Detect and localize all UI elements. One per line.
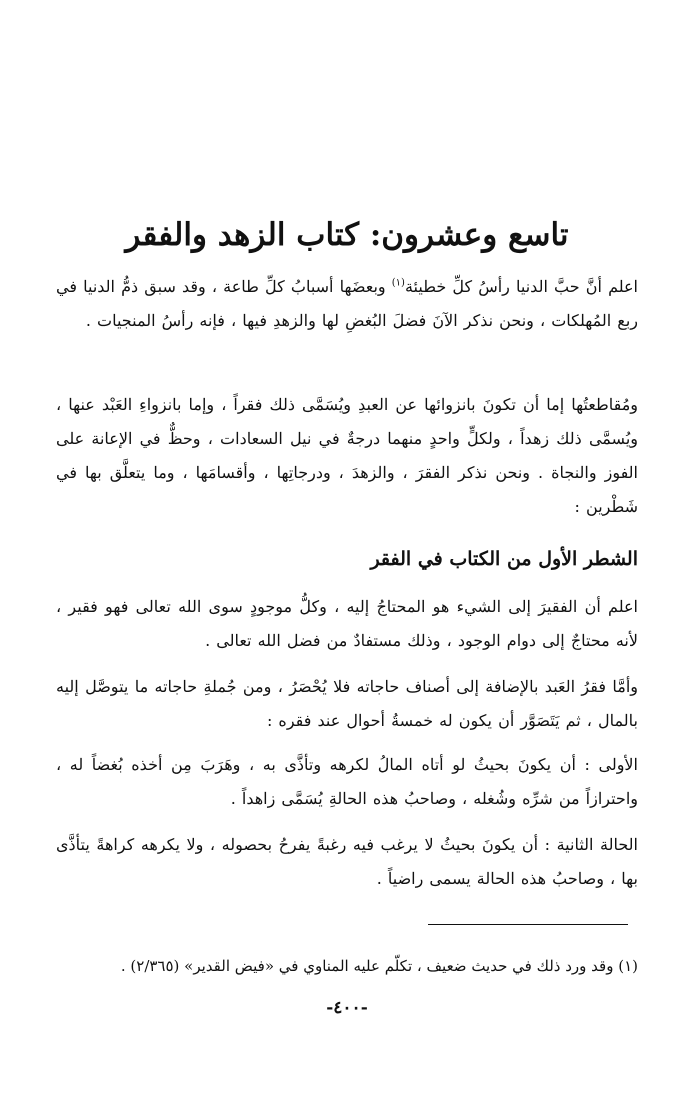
footnote: (١) وقد ورد ذلك في حديث ضعيف ، تكلّم عليه المناوي في «فيض القدير» (٢/٣٦٥) .	[120, 957, 638, 975]
section-paragraph-3: الأولى : أن يكونَ بحيثُ لو أتاه المالُ لكرهه وتأذَّى به ، وهَرَبَ مِن أخذه بُغضاً له ، واحترازاً من شرِّه وشُغله ، وصاحبُ هذه الحالةِ يُسَمَّى زاهداً .	[56, 755, 638, 808]
footnote-reference: (١)	[391, 277, 405, 289]
page-number: -٤٠٠-	[326, 998, 368, 1018]
intro-paragraph-1-text-b: وبعضَها أسبابُ كلِّ طاعة ، وقد سبق ذمُّ الدنيا في ربع المُهلكات ، ونحن نذكر الآنَ فضلَ البُغضِ لها والزهدِ فيها ، فإنه رأسُ المنجيات .	[56, 277, 638, 330]
section-paragraph-4: الحالة الثانية : أن يكونَ بحيثُ لا يرغب فيه رغبةً يفرحُ بحصوله ، ولا يكرهه كراهةً يتأذَّى بها ، وصاحبُ هذه الحالة يسمى راضياً .	[56, 835, 638, 888]
chapter-title: تاسع وعشرون: كتاب الزهد والفقر	[125, 217, 569, 253]
intro-paragraph-1-text-a: اعلم أنَّ حبَّ الدنيا رأسُ كلِّ خطيئة	[404, 277, 638, 296]
intro-paragraph-2: ومُقاطعتُها إما أن تكونَ بانزوائها عن العبدِ ويُسَمَّى ذلك فقراً ، وإما بانزواءِ العَبْد عنها ، ويُسمَّى ذلك زهداً ، ولكلٍّ واحدٍ منهما درجةٌ في نيل السعادات ، وحظٌّ في الإعانة على الفوز والنجاة . ونحن نذكر الفقرَ ، والزهدَ ، ودرجاتِها ، وأقسامَها ، وما يتعلَّق بها في شَطْرين :	[56, 395, 638, 516]
section-paragraph-2: وأمَّا فقرُ العَبد بالإضافة إلى أصناف حاجاته فلا يُحْصَرُ ، ومن جُملةِ حاجاته ما يتوصَّل إليه بالمال ، ثم يَتَصَوَّر أن يكون له خمسةُ أحوال عند فقره :	[56, 677, 638, 730]
intro-paragraph-1	[56, 270, 638, 338]
section-paragraph-1: اعلم أن الفقيرَ إلى الشيء هو المحتاجُ إليه ، وكلُّ موجودٍ سوى الله تعالى فهو فقير ، لأنه محتاجٌ إلى دوام الوجود ، وذلك مستفادٌ من فضل الله تعالى .	[56, 597, 638, 650]
section-heading: الشطر الأول من الكتاب في الفقر	[370, 548, 638, 570]
footnote-divider	[428, 924, 628, 925]
